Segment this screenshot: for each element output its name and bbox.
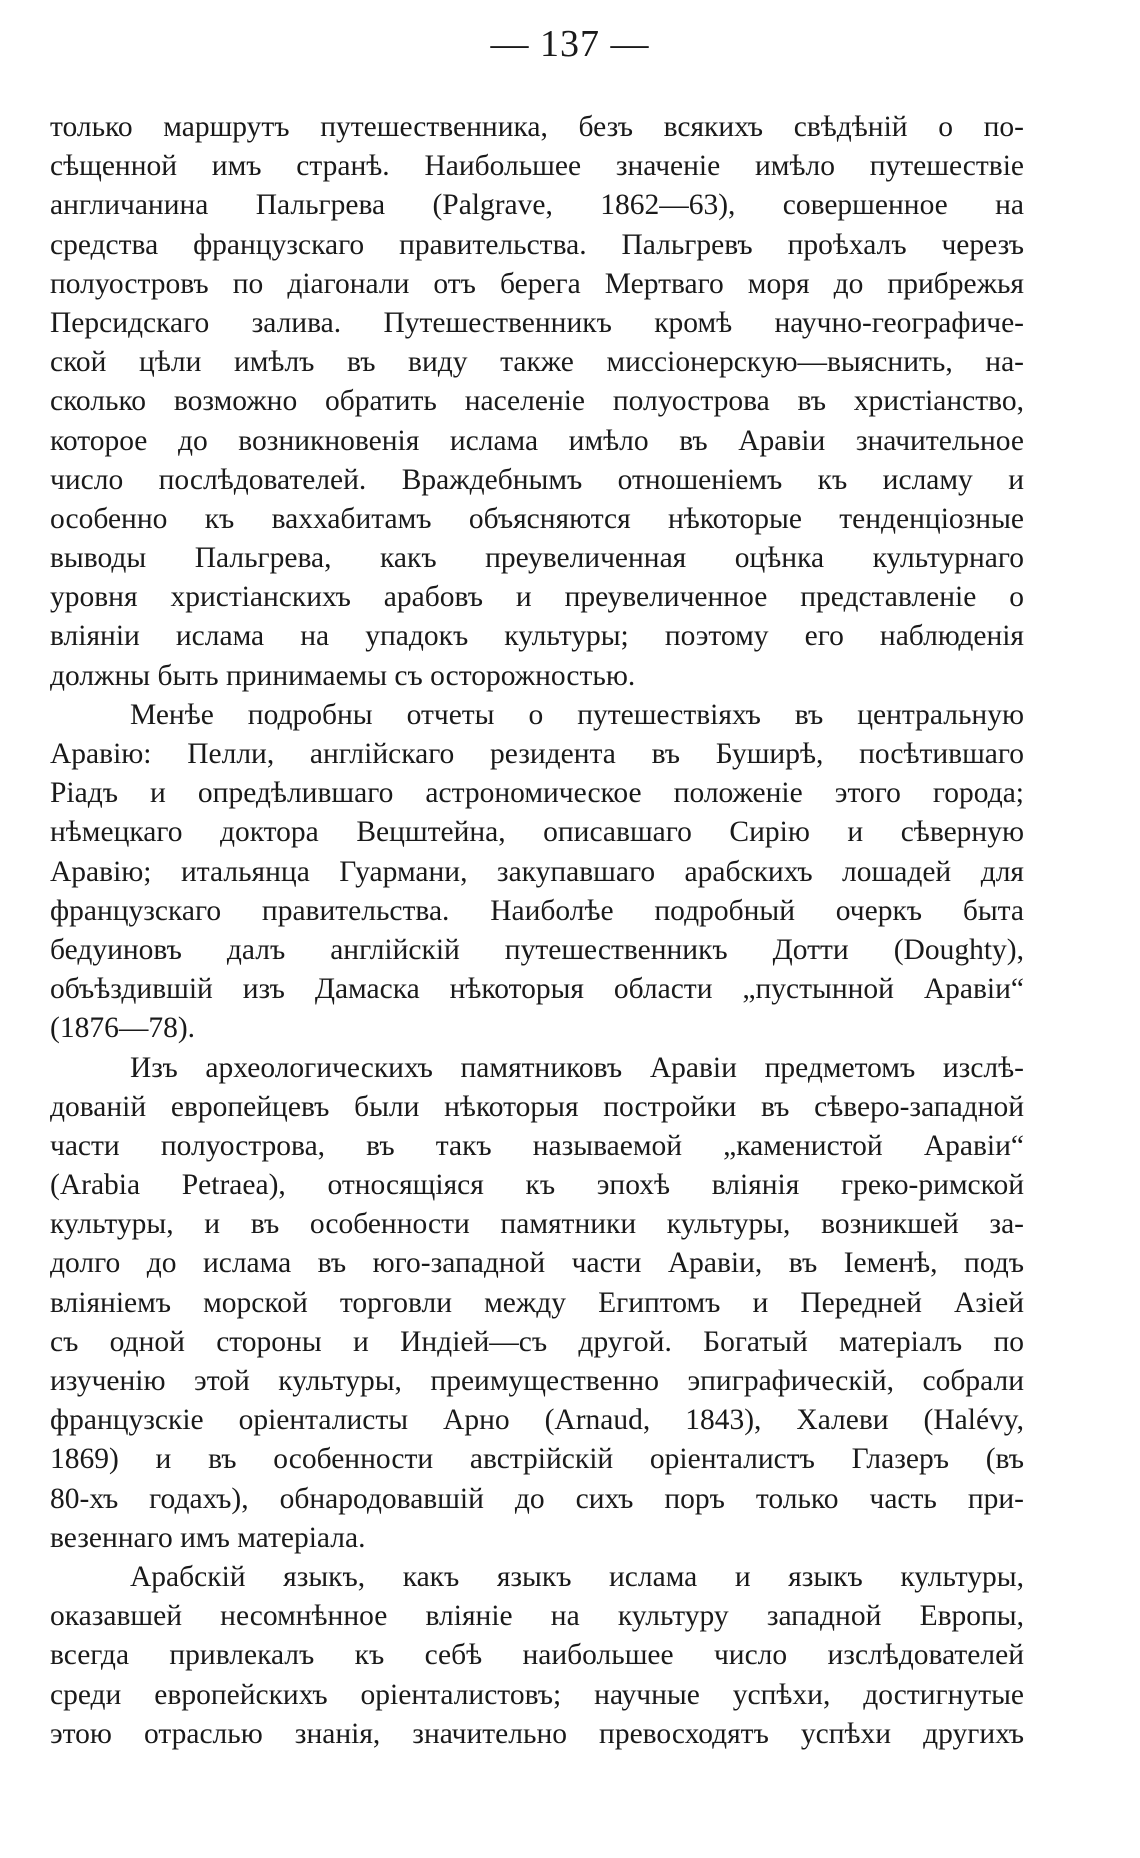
text-line: дованій европейцевъ были нѣкоторыя постройки въ сѣверо-западной xyxy=(50,1090,1024,1123)
text-line: французскаго правительства. Наиболѣе подробный очеркъ быта xyxy=(50,894,1024,927)
text-line: этою отраслью знанія, значительно превосходятъ успѣхи другихъ xyxy=(50,1717,1024,1750)
text-line: изученію этой культуры, преимущественно эпиграфическій, собрали xyxy=(50,1365,1024,1397)
text-line: 80-хъ годахъ), обнародовавшій до сихъ поръ только часть при- xyxy=(50,1482,1024,1515)
page-number: — 137 — xyxy=(490,23,650,65)
text-line: Изъ археологическихъ памятниковъ Аравіи предметомъ изслѣ- xyxy=(130,1051,1024,1084)
text-line: Персидскаго залива. Путешественникъ кромѣ научно-географиче- xyxy=(50,306,1024,339)
paragraph xyxy=(50,1558,1024,1754)
text-line: число послѣдователей. Враждебнымъ отношеніемъ къ исламу и xyxy=(50,463,1024,496)
paragraph xyxy=(50,108,1024,696)
paragraph xyxy=(50,1049,1024,1558)
text-line: англичанина Пальгрева (Palgrave, 1862—63), совершенное на xyxy=(50,189,1024,222)
text-line: выводы Пальгрева, какъ преувеличенная оцѣнка культурнаго xyxy=(50,542,1024,575)
text-line: культуры, и въ особенности памятники культуры, возникшей за- xyxy=(50,1208,1024,1241)
text-line: (Arabia Petraea), относящіяся къ эпохѣ вліянія греко-римской xyxy=(50,1169,1024,1202)
paragraph xyxy=(50,696,1024,1049)
text-line: среди европейскихъ оріенталистовъ; научные успѣхи, достигнутые xyxy=(50,1678,1024,1711)
text-line: средства французскаго правительства. Пальгревъ проѣхалъ черезъ xyxy=(50,228,1024,261)
text-line: объѣздившій изъ Дамаска нѣкоторыя области „пустынной Аравіи“ xyxy=(50,973,1024,1006)
text-line: Аравію: Пелли, англійскаго резидента въ Буширѣ, посѣтившаго xyxy=(50,738,1024,770)
text-line: везеннаго имъ матеріала. xyxy=(50,1521,366,1554)
text-line: 1869) и въ особенности австрійскій оріенталистъ Глазеръ (въ xyxy=(50,1443,1024,1476)
text-line: бедуиновъ далъ англійскій путешественникъ Дотти (Doughty), xyxy=(50,933,1024,966)
text-line: Аравію; итальянца Гуармани, закупавшаго арабскихъ лошадей для xyxy=(50,855,1024,888)
text-line: должны быть принимаемы съ осторожностью. xyxy=(50,659,636,692)
text-line: ской цѣли имѣлъ въ виду также миссіонерскую—выяснить, на- xyxy=(50,346,1024,379)
text-line: съ одной стороны и Индіей—съ другой. Богатый матеріалъ по xyxy=(50,1325,1024,1358)
text-line: сколько возможно обратить населеніе полуострова въ христіанство, xyxy=(50,385,1024,418)
text-line: вліяніи ислама на упадокъ культуры; поэтому его наблюденія xyxy=(50,620,1024,653)
text-line: Ріадъ и опредѣлившаго астрономическое положеніе этого города; xyxy=(50,777,1024,810)
text-line: всегда привлекалъ къ себѣ наибольшее число изслѣдователей xyxy=(50,1639,1024,1672)
text-line: Арабскій языкъ, какъ языкъ ислама и языкъ культуры, xyxy=(130,1560,1024,1593)
text-line: Менѣе подробны отчеты о путешествіяхъ въ центральную xyxy=(130,698,1024,731)
text-line: полуостровъ по діагонали отъ берега Мертваго моря до прибрежья xyxy=(50,267,1024,300)
text-line: уровня христіанскихъ арабовъ и преувеличенное представленіе о xyxy=(50,581,1024,614)
body-text xyxy=(50,108,1024,1754)
text-line: вліяніемъ морской торговли между Египтомъ и Передней Азіей xyxy=(50,1286,1024,1319)
text-line: только маршрутъ путешественника, безъ всякихъ свѣдѣній о по- xyxy=(50,111,1024,143)
text-line: нѣмецкаго доктора Вецштейна, описавшаго Сирію и сѣверную xyxy=(50,816,1024,849)
text-line: оказавшей несомнѣнное вліяніе на культуру западной Европы, xyxy=(50,1600,1024,1633)
text-line: сѣщенной имъ странѣ. Наибольшее значеніе имѣло путешествіе xyxy=(50,150,1024,183)
text-line: французскіе оріенталисты Арно (Arnaud, 1843), Халеви (Halévy, xyxy=(50,1404,1024,1437)
text-line: долго до ислама въ юго-западной части Аравіи, въ Іеменѣ, подъ xyxy=(50,1247,1024,1280)
text-line: части полуострова, въ такъ называемой „каменистой Аравіи“ xyxy=(50,1129,1024,1162)
text-line: особенно къ ваххабитамъ объясняются нѣкоторые тенденціозные xyxy=(50,502,1024,535)
text-line: которое до возникновенія ислама имѣло въ Аравіи значительное xyxy=(50,424,1024,457)
text-line: (1876—78). xyxy=(50,1012,196,1045)
